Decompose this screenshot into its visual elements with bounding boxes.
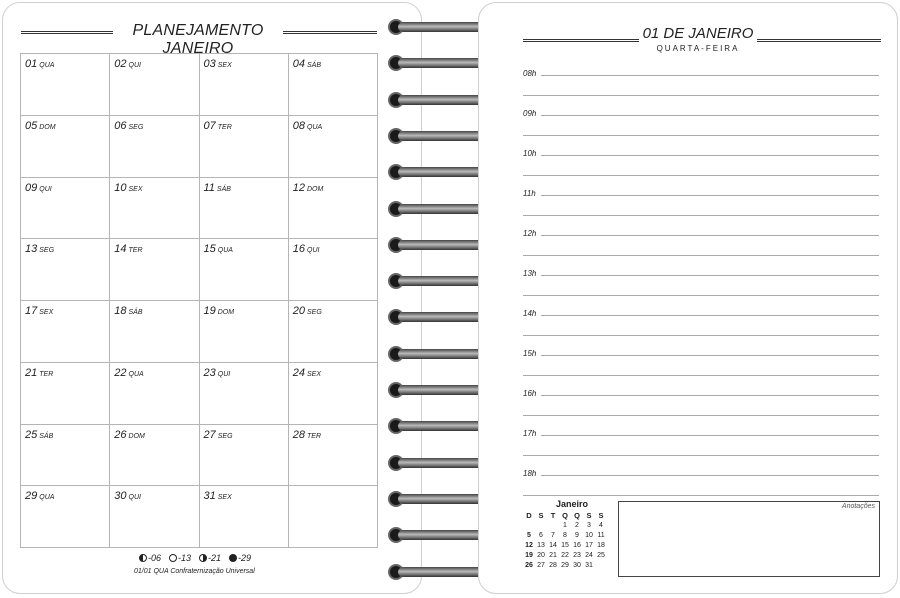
day-cell[interactable] bbox=[110, 178, 199, 240]
last-quarter-moon-icon bbox=[199, 554, 207, 562]
day-label bbox=[293, 429, 321, 441]
day-cell[interactable] bbox=[110, 301, 199, 363]
day-weekday: TER bbox=[39, 370, 54, 378]
mini-calendar-day: 15 bbox=[561, 541, 569, 549]
weekday-header: Q bbox=[574, 510, 580, 520]
day-number: 10 bbox=[114, 181, 127, 194]
day-cell[interactable] bbox=[200, 116, 289, 178]
day-number: 24 bbox=[292, 366, 305, 379]
day-weekday: DOM bbox=[39, 123, 56, 131]
full-moon-icon bbox=[169, 554, 177, 562]
hour-slot[interactable] bbox=[523, 223, 879, 263]
writing-line bbox=[523, 295, 879, 296]
day-number: 22 bbox=[114, 366, 127, 379]
writing-line bbox=[523, 455, 879, 456]
day-label bbox=[293, 305, 322, 317]
mini-calendar-day: 13 bbox=[537, 541, 545, 549]
writing-line bbox=[523, 255, 879, 256]
day-weekday: SEG bbox=[307, 309, 322, 316]
day-cell[interactable] bbox=[200, 178, 289, 240]
day-weekday: QUI bbox=[307, 247, 320, 255]
hour-slot[interactable] bbox=[523, 463, 879, 503]
hour-slot[interactable] bbox=[523, 423, 879, 463]
day-label bbox=[204, 120, 232, 132]
day-number: 15 bbox=[203, 243, 216, 256]
mini-calendar-day bbox=[595, 560, 607, 570]
day-weekday: QUA bbox=[307, 123, 323, 131]
mini-calendar-day bbox=[535, 520, 547, 530]
day-label bbox=[25, 243, 54, 255]
day-number: 12 bbox=[292, 181, 305, 194]
day-label bbox=[204, 243, 233, 255]
day-label bbox=[204, 305, 235, 317]
day-weekday: SEX bbox=[307, 370, 322, 378]
mini-calendar-day: 28 bbox=[549, 561, 557, 569]
planning-title: PLANEJAMENTO JANEIRO bbox=[132, 22, 264, 57]
day-weekday: TER bbox=[217, 123, 232, 131]
day-number: 17 bbox=[25, 305, 38, 317]
mini-calendar-month: Janeiro bbox=[555, 499, 588, 509]
hour-label: 18h bbox=[523, 469, 537, 478]
day-weekday: QUA bbox=[217, 247, 233, 255]
first-quarter-moon-icon bbox=[139, 554, 147, 562]
day-number: 04 bbox=[292, 58, 305, 70]
mini-calendar-day: 5 bbox=[527, 531, 531, 539]
hour-label: 13h bbox=[523, 269, 537, 278]
notes-box[interactable] bbox=[618, 501, 880, 577]
daily-title: 01 DE JANEIRO bbox=[642, 25, 754, 42]
month-grid bbox=[20, 53, 378, 548]
day-weekday: QUI bbox=[39, 185, 52, 193]
day-number: 16 bbox=[292, 243, 305, 256]
day-number: 25 bbox=[25, 428, 38, 441]
day-cell[interactable] bbox=[289, 178, 378, 240]
hour-label: 09h bbox=[523, 109, 537, 118]
day-weekday: TER bbox=[128, 247, 143, 255]
mini-calendar-day: 19 bbox=[525, 551, 533, 559]
hour-slot[interactable] bbox=[523, 183, 879, 223]
mini-calendar-day: 7 bbox=[551, 531, 555, 539]
mini-calendar-day: 23 bbox=[573, 551, 581, 559]
day-number: 06 bbox=[114, 119, 127, 132]
hour-label: 15h bbox=[523, 349, 537, 358]
day-weekday: QUI bbox=[128, 62, 141, 69]
day-cell[interactable] bbox=[110, 363, 199, 425]
day-cell[interactable] bbox=[21, 54, 110, 116]
writing-line bbox=[541, 315, 879, 316]
day-cell[interactable] bbox=[289, 486, 378, 548]
mini-calendar-day bbox=[523, 520, 535, 530]
day-cell[interactable] bbox=[21, 178, 110, 240]
day-weekday: SEG bbox=[128, 123, 144, 131]
day-cell[interactable] bbox=[110, 486, 199, 548]
mini-calendar-table bbox=[523, 510, 607, 570]
mini-calendar bbox=[523, 499, 613, 570]
hour-label: 17h bbox=[523, 429, 537, 438]
writing-line bbox=[523, 135, 879, 136]
day-number: 19 bbox=[203, 305, 216, 317]
day-weekday: SEX bbox=[217, 494, 232, 502]
day-weekday: QUI bbox=[217, 370, 231, 378]
mini-calendar-day: 8 bbox=[563, 531, 567, 539]
writing-line bbox=[541, 75, 879, 76]
moon-phase-date: -13 bbox=[178, 553, 192, 563]
day-number: 26 bbox=[114, 428, 127, 441]
day-cell[interactable] bbox=[289, 54, 378, 116]
day-label bbox=[25, 58, 54, 70]
day-label bbox=[25, 490, 54, 502]
mini-calendar-day: 12 bbox=[525, 541, 533, 549]
day-number: 21 bbox=[25, 366, 38, 379]
mini-calendar-day: 10 bbox=[585, 531, 593, 539]
day-weekday: SÁB bbox=[128, 309, 143, 316]
planning-header bbox=[21, 21, 377, 57]
writing-line bbox=[541, 435, 879, 436]
day-number: 20 bbox=[292, 305, 305, 317]
hourly-schedule bbox=[523, 63, 879, 503]
writing-line bbox=[523, 95, 879, 96]
writing-line bbox=[523, 175, 879, 176]
mini-calendar-day: 17 bbox=[585, 541, 593, 549]
day-weekday: TER bbox=[307, 432, 321, 440]
moon-phase bbox=[199, 553, 221, 563]
day-weekday: SEG bbox=[217, 432, 233, 440]
day-cell[interactable] bbox=[200, 425, 289, 487]
weekday-header: S bbox=[586, 510, 592, 520]
writing-line bbox=[541, 475, 879, 476]
day-cell[interactable] bbox=[21, 239, 110, 301]
day-cell[interactable] bbox=[289, 363, 378, 425]
hour-label: 10h bbox=[523, 149, 537, 158]
daily-page bbox=[478, 2, 898, 594]
writing-line bbox=[523, 215, 879, 216]
day-label bbox=[114, 182, 142, 194]
day-weekday: QUA bbox=[128, 370, 144, 378]
day-number: 31 bbox=[203, 490, 216, 503]
day-label bbox=[25, 120, 56, 132]
header-rule-left bbox=[523, 39, 639, 42]
day-label bbox=[114, 120, 143, 132]
day-weekday: SÁB bbox=[39, 432, 54, 440]
day-label bbox=[293, 182, 324, 194]
writing-line bbox=[541, 355, 879, 356]
writing-line bbox=[541, 275, 879, 276]
weekday-header: S bbox=[598, 510, 604, 520]
weekday-header: T bbox=[550, 510, 556, 520]
day-number: 18 bbox=[114, 305, 127, 317]
mini-calendar-day: 9 bbox=[575, 531, 579, 539]
day-label bbox=[204, 429, 233, 441]
day-number: 07 bbox=[203, 119, 216, 132]
day-cell[interactable] bbox=[200, 363, 289, 425]
day-label bbox=[114, 58, 141, 70]
planning-page bbox=[2, 2, 422, 594]
writing-line bbox=[523, 335, 879, 336]
notes-label: Anotações bbox=[841, 503, 875, 510]
mini-calendar-day: 30 bbox=[573, 561, 581, 569]
day-number: 29 bbox=[25, 490, 38, 503]
day-label bbox=[25, 429, 53, 441]
day-label bbox=[293, 367, 321, 379]
moon-phase bbox=[139, 553, 161, 563]
day-number: 09 bbox=[25, 181, 38, 194]
hour-label: 08h bbox=[523, 69, 537, 78]
mini-calendar-day: 4 bbox=[599, 521, 603, 529]
header-rule-right bbox=[283, 31, 377, 34]
mini-calendar-day: 22 bbox=[561, 551, 569, 559]
writing-line bbox=[541, 235, 879, 236]
day-weekday: QUA bbox=[39, 494, 55, 502]
day-cell[interactable] bbox=[21, 301, 110, 363]
day-cell[interactable] bbox=[21, 486, 110, 548]
weekday-header: Q bbox=[562, 510, 568, 520]
writing-line bbox=[523, 495, 879, 496]
day-number: 28 bbox=[292, 428, 305, 441]
day-number: 11 bbox=[203, 181, 215, 194]
hour-slot[interactable] bbox=[523, 103, 879, 143]
day-weekday: SEX bbox=[217, 62, 232, 69]
mini-calendar-day: 24 bbox=[585, 551, 593, 559]
day-cell[interactable] bbox=[289, 301, 378, 363]
day-weekday: DOM bbox=[307, 185, 324, 193]
mini-calendar-day: 1 bbox=[563, 521, 567, 529]
hour-slot[interactable] bbox=[523, 263, 879, 303]
hour-label: 16h bbox=[523, 389, 537, 398]
mini-calendar-day: 31 bbox=[585, 561, 593, 569]
day-label bbox=[204, 58, 232, 70]
day-cell[interactable] bbox=[110, 54, 199, 116]
header-rule-left bbox=[21, 31, 113, 34]
mini-calendar-day: 18 bbox=[597, 541, 605, 549]
mini-calendar-day: 26 bbox=[525, 561, 533, 569]
day-weekday: QUI bbox=[128, 494, 141, 502]
mini-calendar-day: 16 bbox=[573, 541, 581, 549]
day-cell[interactable] bbox=[110, 116, 199, 178]
day-weekday: DOM bbox=[128, 432, 145, 440]
day-cell[interactable] bbox=[289, 116, 378, 178]
hour-slot[interactable] bbox=[523, 343, 879, 383]
day-label bbox=[114, 243, 142, 255]
hour-slot[interactable] bbox=[523, 63, 879, 103]
day-label bbox=[114, 305, 142, 317]
moon-phase bbox=[169, 553, 191, 563]
mini-calendar-day bbox=[547, 520, 559, 530]
day-weekday: SEX bbox=[128, 185, 143, 193]
writing-line bbox=[523, 415, 879, 416]
writing-line bbox=[541, 115, 879, 116]
mini-calendar-day: 3 bbox=[587, 521, 591, 529]
moon-phase-date: -29 bbox=[238, 553, 252, 563]
day-label bbox=[25, 305, 53, 317]
day-cell[interactable] bbox=[110, 239, 199, 301]
day-weekday: SÁB bbox=[216, 185, 231, 193]
mini-calendar-day: 27 bbox=[537, 561, 545, 569]
mini-calendar-day: 2 bbox=[575, 521, 579, 529]
mini-calendar-day: 6 bbox=[539, 531, 543, 539]
day-weekday: SEX bbox=[39, 309, 54, 316]
moon-phase-date: -21 bbox=[208, 553, 222, 563]
day-number: 02 bbox=[114, 58, 127, 70]
mini-calendar-day: 20 bbox=[537, 551, 545, 559]
day-label bbox=[293, 243, 320, 255]
moon-phase bbox=[229, 553, 251, 563]
mini-calendar-day: 21 bbox=[549, 551, 557, 559]
day-cell[interactable] bbox=[289, 239, 378, 301]
day-label bbox=[25, 367, 53, 379]
day-weekday: SÁB bbox=[307, 62, 322, 69]
day-cell[interactable] bbox=[21, 116, 110, 178]
day-number: 13 bbox=[25, 243, 38, 256]
day-number: 14 bbox=[114, 243, 127, 256]
writing-line bbox=[541, 155, 879, 156]
day-cell[interactable] bbox=[200, 301, 289, 363]
day-number: 30 bbox=[114, 490, 127, 503]
day-cell[interactable] bbox=[21, 425, 110, 487]
day-label bbox=[204, 182, 231, 194]
day-cell[interactable] bbox=[200, 486, 289, 548]
day-weekday: SEG bbox=[39, 247, 55, 255]
day-label bbox=[114, 490, 141, 502]
daily-weekday: QUARTA-FEIRA bbox=[656, 44, 740, 53]
moon-phase-date: -06 bbox=[148, 553, 162, 563]
day-cell[interactable] bbox=[289, 425, 378, 487]
day-number: 01 bbox=[25, 58, 38, 70]
writing-line bbox=[541, 395, 879, 396]
hour-label: 14h bbox=[523, 309, 537, 318]
mini-calendar-day: 11 bbox=[597, 531, 605, 539]
day-label bbox=[114, 429, 145, 441]
day-number: 05 bbox=[25, 119, 38, 132]
day-number: 23 bbox=[203, 366, 216, 379]
day-label bbox=[25, 182, 52, 194]
hour-label: 11h bbox=[523, 189, 536, 198]
moon-phases bbox=[139, 553, 251, 563]
holiday-footnote: 01/01 QUA Confraternização Universal bbox=[134, 568, 255, 575]
writing-line bbox=[523, 375, 879, 376]
day-cell[interactable] bbox=[200, 239, 289, 301]
mini-calendar-day: 25 bbox=[597, 551, 605, 559]
day-weekday: DOM bbox=[217, 309, 235, 316]
day-cell[interactable] bbox=[200, 54, 289, 116]
writing-line bbox=[541, 195, 879, 196]
day-label bbox=[114, 367, 143, 379]
day-cell[interactable] bbox=[110, 425, 199, 487]
hour-label: 12h bbox=[523, 229, 537, 238]
mini-calendar-day: 14 bbox=[549, 541, 557, 549]
day-label bbox=[204, 367, 231, 379]
hour-slot[interactable] bbox=[523, 383, 879, 423]
day-label bbox=[293, 58, 321, 70]
day-label bbox=[293, 120, 322, 132]
weekday-header: D bbox=[526, 510, 532, 520]
new-moon-icon bbox=[229, 554, 237, 562]
hour-slot[interactable] bbox=[523, 143, 879, 183]
day-label bbox=[204, 490, 232, 502]
day-number: 08 bbox=[292, 119, 305, 132]
day-weekday: QUA bbox=[39, 62, 55, 69]
day-cell[interactable] bbox=[21, 363, 110, 425]
mini-calendar-day: 29 bbox=[561, 561, 569, 569]
hour-slot[interactable] bbox=[523, 303, 879, 343]
day-number: 27 bbox=[203, 428, 216, 441]
day-number: 03 bbox=[203, 58, 216, 70]
header-rule-right bbox=[757, 39, 881, 42]
weekday-header: S bbox=[538, 510, 544, 520]
